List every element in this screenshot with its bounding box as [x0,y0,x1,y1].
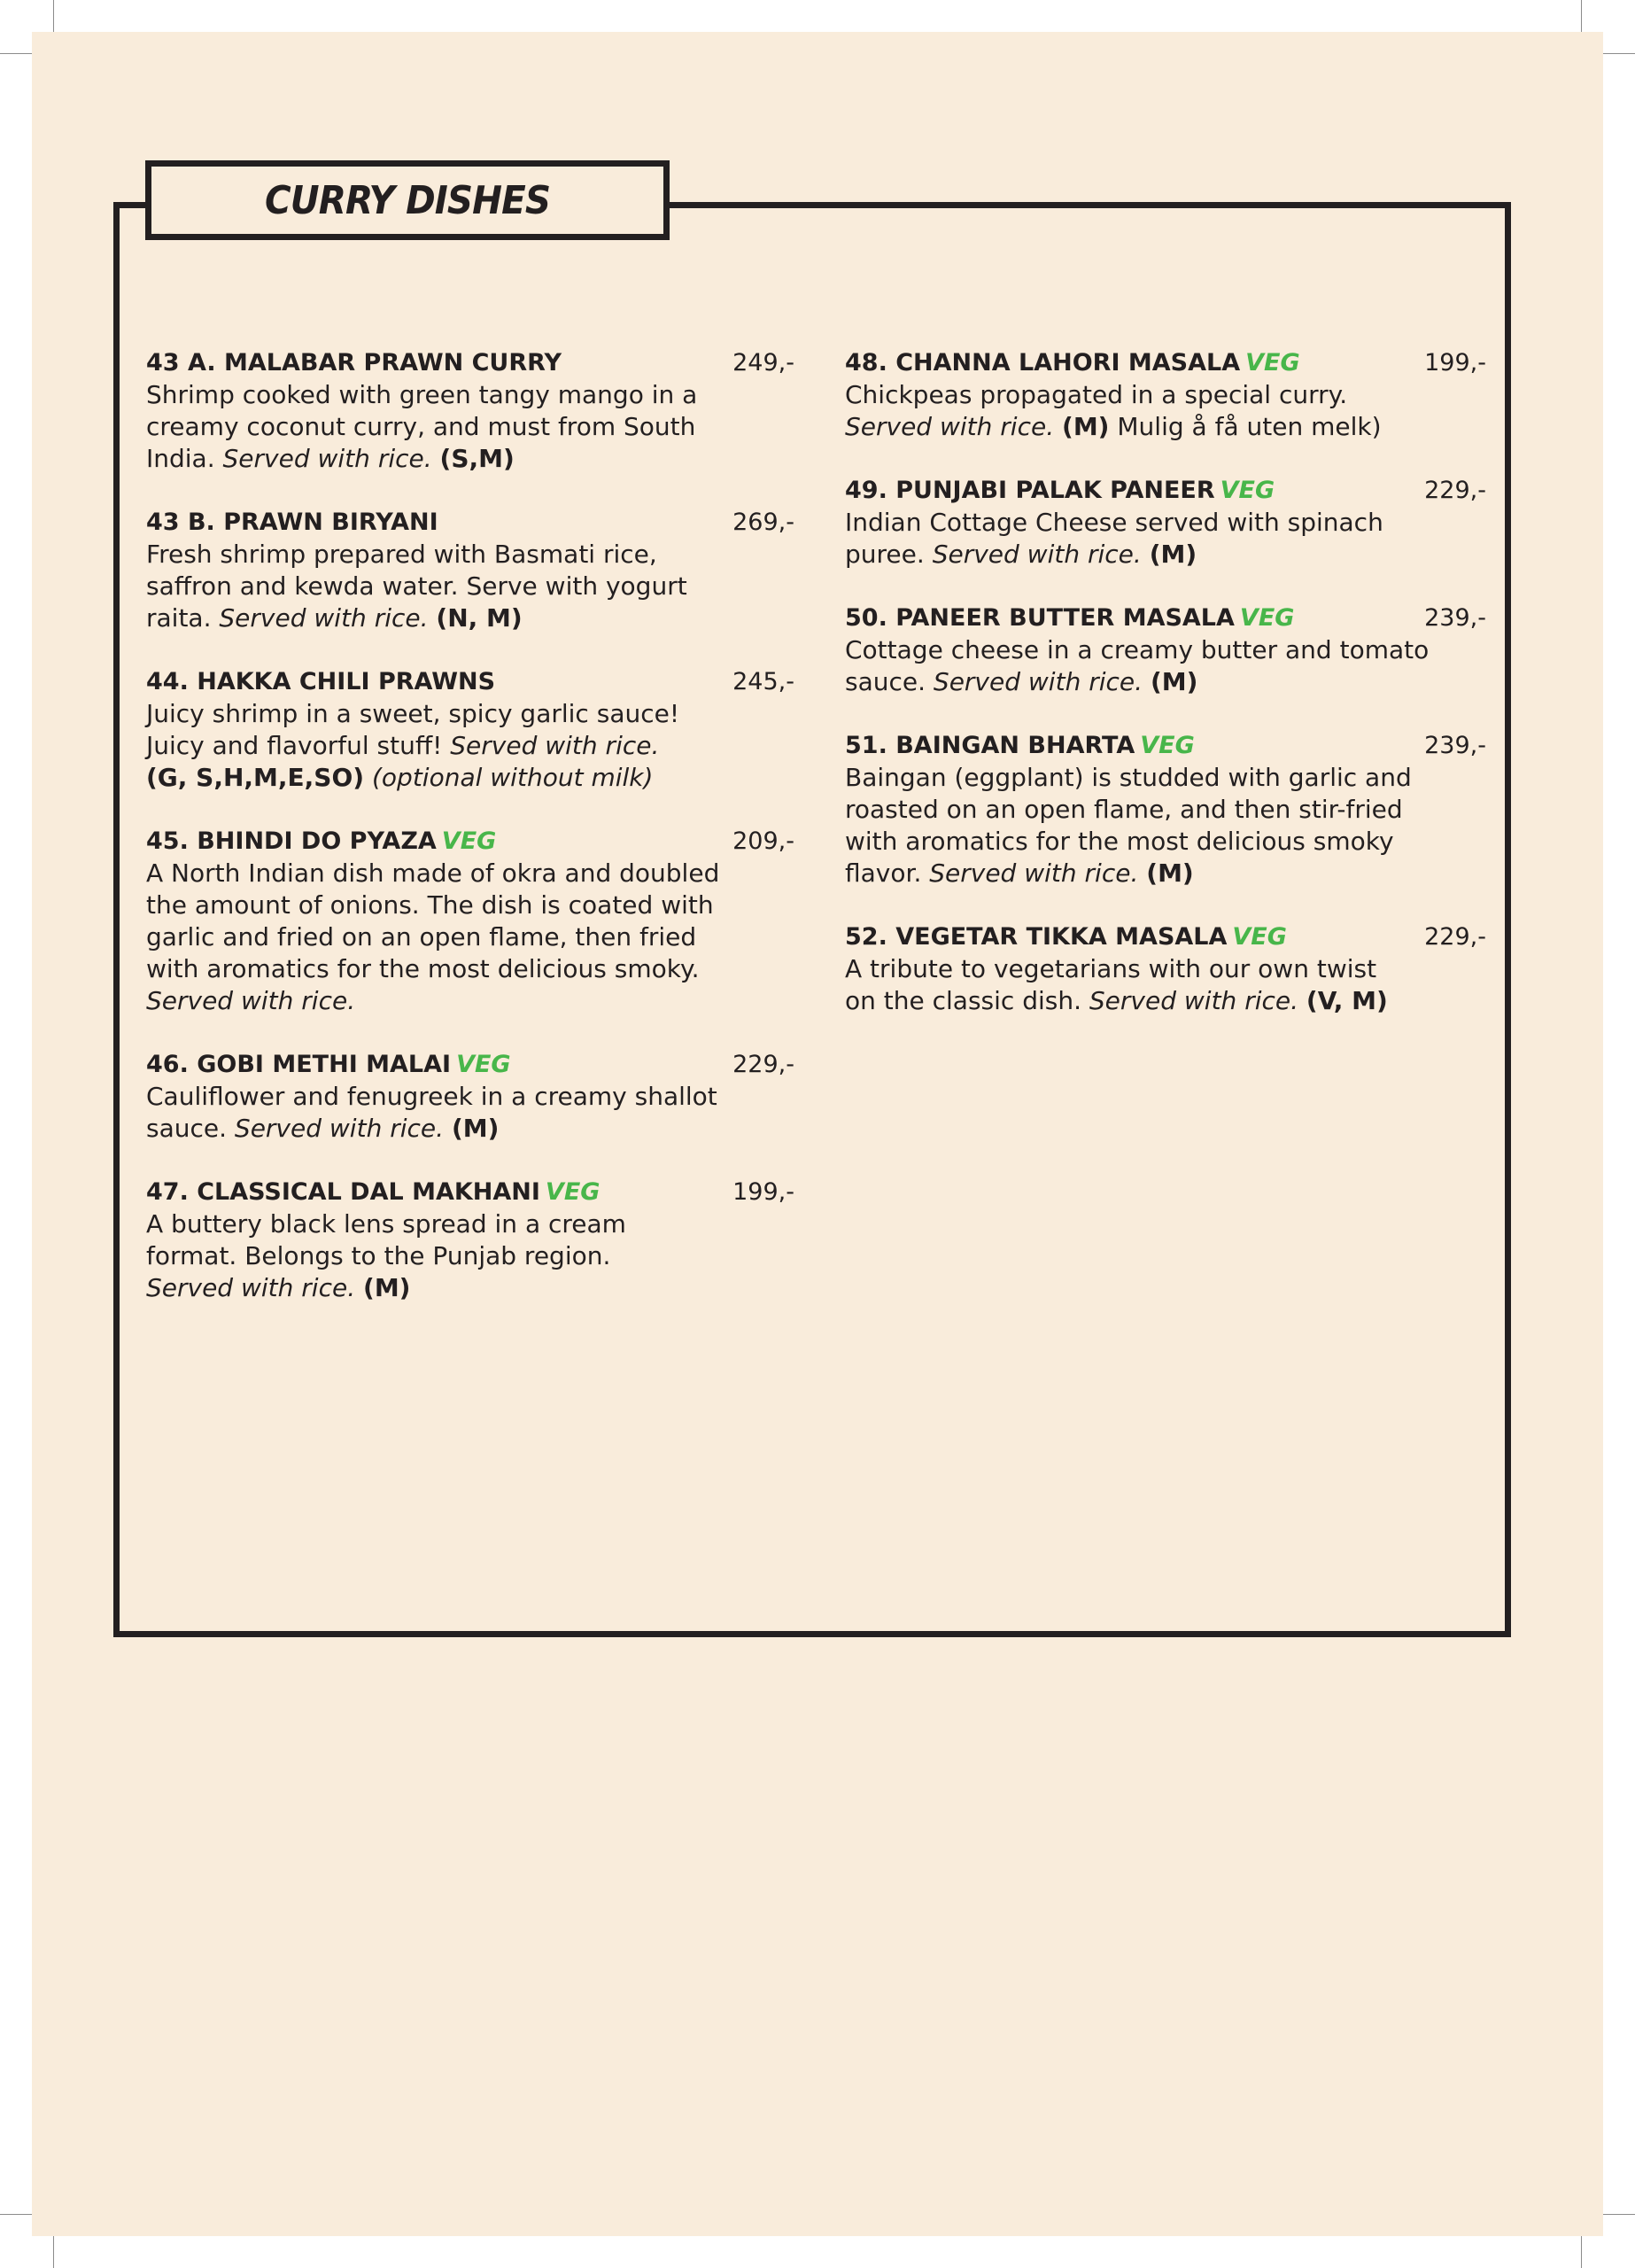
description-line [845,858,1486,889]
dish-price: 239,- [1424,604,1486,632]
dish-name: 48. CHANNA LAHORI MASALA [845,349,1241,377]
description-line [146,953,794,985]
served-with-rice: Served with rice. [845,412,1055,441]
description-text: saffron and kewda water. Serve with yogurt [146,571,687,601]
allergen-codes: (S,M) [439,444,515,473]
description-line [146,921,794,953]
description-text: flavor. [845,858,922,888]
crop-mark [53,0,54,32]
description-line [845,794,1486,826]
served-with-rice: Served with rice. [933,667,1143,696]
dish-name: 50. PANEER BUTTER MASALA [845,604,1235,632]
description-line [845,507,1486,539]
served-with-rice: Served with rice. [1089,986,1299,1015]
description-line [845,634,1486,666]
description-text: on the classic dish. [845,986,1081,1015]
description-text: Baingan (eggplant) is studded with garlic and [845,763,1412,792]
dish-name: 51. BAINGAN BHARTA [845,732,1135,759]
section-title-box [145,160,670,240]
description-text: puree. [845,540,925,569]
served-with-rice: Served with rice. [234,1114,445,1143]
allergen-codes: (V, M) [1306,986,1388,1015]
veg-badge: VEG [1245,349,1300,377]
menu-item-header [845,602,1486,634]
allergen-codes: (M) [1146,858,1194,888]
dish-price: 249,- [732,349,794,377]
allergen-codes: (N, M) [436,603,523,633]
description-text: with aromatics for the most delicious smoky [845,827,1394,856]
description-line [845,953,1486,985]
dish-name: 49. PUNJABI PALAK PANEER [845,477,1215,504]
dish-description [845,762,1486,889]
description-line [146,762,794,794]
dish-price: 199,- [1424,349,1486,377]
description-line [146,858,794,889]
served-with-rice: Served with rice. [146,1273,356,1302]
allergen-codes: (M) [1062,412,1110,441]
description-line [146,698,794,730]
description-text: A tribute to vegetarians with our own twist [845,954,1377,983]
description-line [845,539,1486,571]
description-line [146,1208,794,1240]
description-line [146,602,794,634]
dish-price: 229,- [732,1051,794,1078]
served-with-rice: Served with rice. [929,858,1139,888]
description-line [146,985,794,1017]
menu-item-header [845,730,1486,762]
description-text: Cauliflower and fenugreek in a creamy shallot [146,1082,717,1111]
section-title: CURRY DISHES [264,177,551,223]
menu-item-header [146,507,794,539]
description-line [146,1272,794,1304]
served-with-rice: Served with rice. [219,603,429,633]
description-line [146,571,794,602]
description-text: sauce. [146,1114,228,1143]
description-line [146,730,794,762]
description-line [845,666,1486,698]
menu-column-left [146,347,794,1336]
allergen-codes: (M) [363,1273,411,1302]
veg-badge: VEG [1220,477,1275,504]
description-text: sauce. [845,667,926,696]
description-text: format. Belongs to the Punjab region. [146,1241,611,1270]
description-text: A North Indian dish made of okra and doubled [146,858,720,888]
dish-description [146,698,794,794]
menu-item [146,666,794,794]
dish-price: 199,- [732,1178,794,1206]
dish-name: 52. VEGETAR TIKKA MASALA [845,923,1228,951]
dish-name: 46. GOBI METHI MALAI [146,1051,452,1078]
menu-item [146,1049,794,1145]
served-with-rice: Served with rice. [450,731,660,760]
crop-mark [1603,53,1635,54]
allergen-note: Mulig å få uten melk) [1117,412,1382,441]
veg-badge: VEG [1140,732,1195,759]
veg-badge: VEG [456,1051,511,1078]
menu-item [845,730,1486,889]
crop-mark [0,2214,32,2215]
dish-description [146,1208,794,1304]
description-line [146,379,794,411]
dish-description [845,379,1486,443]
menu-column-right [845,347,1486,1049]
crop-mark [1581,2236,1582,2268]
description-text: the amount of onions. The dish is coated with [146,890,714,920]
description-line [146,443,794,475]
served-with-rice: Served with rice. [222,444,432,473]
dish-price: 239,- [1424,732,1486,759]
description-line [146,1240,794,1272]
served-with-rice: Served with rice. [932,540,1142,569]
dish-description [146,379,794,475]
allergen-codes: (G, S,H,M,E,SO) [146,763,365,792]
description-line [146,889,794,921]
description-text: with aromatics for the most delicious smoky. [146,954,700,983]
allergen-codes: (M) [451,1114,500,1143]
crop-mark [1603,2214,1635,2215]
menu-item [845,475,1486,571]
description-text: Fresh shrimp prepared with Basmati rice, [146,540,657,569]
menu-item-header [845,475,1486,507]
description-line [146,539,794,571]
description-text: A buttery black lens spread in a cream [146,1209,626,1239]
dish-price: 229,- [1424,923,1486,951]
description-line [845,379,1486,411]
menu-item-header [146,826,794,858]
allergen-codes: (M) [1150,667,1198,696]
dish-description [845,634,1486,698]
description-line [146,1113,794,1145]
description-text: raita. [146,603,212,633]
dish-price: 229,- [1424,477,1486,504]
served-with-rice: Served with rice. [146,986,356,1015]
description-line [845,826,1486,858]
description-line [146,411,794,443]
menu-item [146,347,794,475]
description-text: Cottage cheese in a creamy butter and tomato [845,635,1430,664]
menu-item-header [146,1177,794,1208]
menu-item [146,826,794,1017]
dish-description [845,953,1486,1017]
dish-name: 43 B. PRAWN BIRYANI [146,509,438,536]
veg-badge: VEG [441,827,497,855]
veg-badge: VEG [1232,923,1287,951]
description-text: Shrimp cooked with green tangy mango in a [146,380,698,409]
dish-price: 245,- [732,668,794,695]
dish-description [845,507,1486,571]
description-text: garlic and fried on an open flame, then fried [146,922,697,951]
description-line [146,1081,794,1113]
description-text: Chickpeas propagated in a special curry. [845,380,1348,409]
dish-name: 47. CLASSICAL DAL MAKHANI [146,1178,540,1206]
veg-badge: VEG [1239,604,1295,632]
menu-item [146,507,794,634]
dish-description [146,858,794,1017]
description-text: creamy coconut curry, and must from South [146,412,696,441]
description-text: Indian Cottage Cheese served with spinach [845,508,1383,537]
allergen-codes: (M) [1149,540,1197,569]
menu-item-header [146,347,794,379]
menu-item [845,921,1486,1017]
dish-name: 44. HAKKA CHILI PRAWNS [146,668,496,695]
menu-item [845,347,1486,443]
allergen-note: (optional without milk) [371,763,654,792]
menu-item-header [845,347,1486,379]
description-text: roasted on an open flame, and then stir-fried [845,795,1403,824]
description-line [845,762,1486,794]
crop-mark [53,2236,54,2268]
menu-item [845,602,1486,698]
menu-item-header [146,1049,794,1081]
dish-description [146,539,794,634]
description-text: India. [146,444,215,473]
menu-item [146,1177,794,1304]
menu-item-header [845,921,1486,953]
description-text: Juicy shrimp in a sweet, spicy garlic sauce! [146,699,680,728]
dish-description [146,1081,794,1145]
dish-price: 209,- [732,827,794,855]
description-line [845,985,1486,1017]
veg-badge: VEG [545,1178,601,1206]
dish-price: 269,- [732,509,794,536]
menu-item-header [146,666,794,698]
crop-mark [1581,0,1582,32]
dish-name: 45. BHINDI DO PYAZA [146,827,437,855]
description-line [845,411,1486,443]
description-text: Juicy and flavorful stuff! [146,731,443,760]
crop-mark [0,53,32,54]
dish-name: 43 A. MALABAR PRAWN CURRY [146,349,562,377]
